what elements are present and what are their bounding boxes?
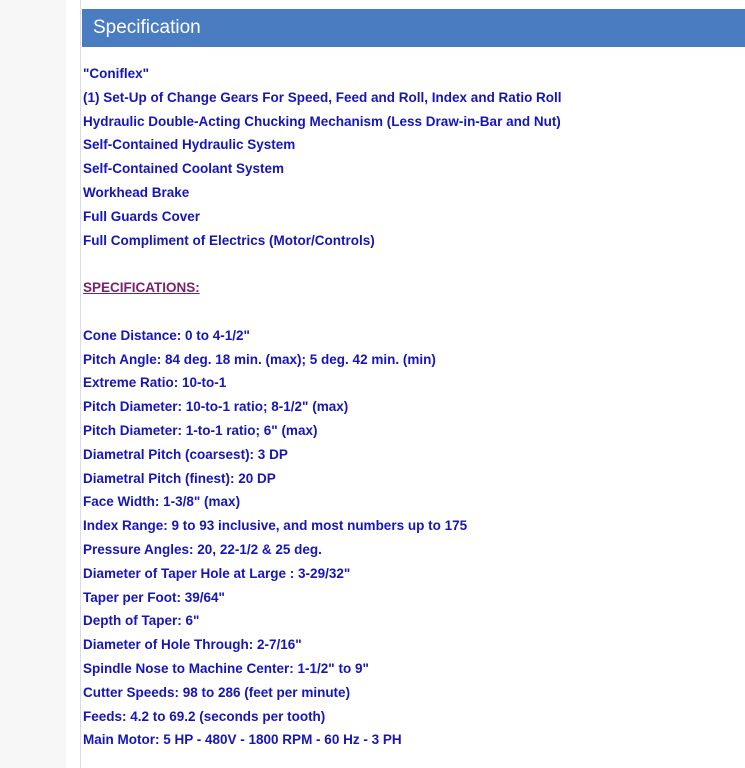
- spec-item: Pressure Angles: 20, 22-1/2 & 25 deg.: [83, 541, 322, 557]
- spec-item: Diameter of Hole Through: 2-7/16": [83, 637, 302, 653]
- spec-item: Feeds: 4.2 to 69.2 (seconds per tooth): [83, 708, 326, 724]
- spec-item: Spindle Nose to Machine Center: 1-1/2" to 9": [83, 660, 369, 676]
- feature-item: Hydraulic Double-Acting Chucking Mechanism (Less Draw-in-Bar and Nut): [83, 113, 561, 129]
- feature-item: Full Compliment of Electrics (Motor/Controls): [83, 232, 375, 248]
- left-gutter: [0, 0, 66, 768]
- spec-item: Face Width: 1-3/8" (max): [83, 494, 241, 510]
- spec-item: Taper per Foot: 39/64": [83, 589, 225, 605]
- feature-item: Workhead Brake: [83, 184, 190, 200]
- spec-item: Extreme Ratio: 10-to-1: [83, 375, 227, 391]
- spacer: [83, 252, 743, 276]
- specifications-heading: SPECIFICATIONS:: [83, 280, 200, 296]
- spacer: [83, 300, 743, 324]
- spec-item: Diametral Pitch (coarsest): 3 DP: [83, 446, 288, 462]
- spec-item: Pitch Diameter: 1-to-1 ratio; 6" (max): [83, 422, 318, 438]
- spec-item: Main Motor: 5 HP - 480V - 1800 RPM - 60 Hz - 3 PH: [83, 732, 402, 748]
- feature-item: Self-Contained Coolant System: [83, 161, 285, 177]
- spec-item: Cone Distance: 0 to 4-1/2": [83, 327, 250, 343]
- specification-panel: [80, 0, 745, 768]
- panel-title: Specification: [93, 17, 201, 38]
- feature-item: (1) Set-Up of Change Gears For Speed, Feed and Roll, Index and Ratio Roll: [83, 89, 562, 105]
- spec-item: Diameter of Taper Hole at Large : 3-29/32": [83, 565, 351, 581]
- spec-item: Diametral Pitch (finest): 20 DP: [83, 470, 276, 486]
- feature-item: Self-Contained Hydraulic System: [83, 137, 296, 153]
- feature-item: "Coniflex": [83, 66, 150, 81]
- feature-item: Full Guards Cover: [83, 208, 201, 224]
- specification-content: [83, 62, 743, 752]
- panel-header: [82, 9, 745, 47]
- spec-item: Cutter Speeds: 98 to 286 (feet per minute): [83, 684, 351, 700]
- spec-item: Pitch Angle: 84 deg. 18 min. (max); 5 deg. 42 min. (min): [83, 351, 436, 367]
- spec-item: Pitch Diameter: 10-to-1 ratio; 8-1/2" (max): [83, 399, 349, 415]
- spec-item: Index Range: 9 to 93 inclusive, and most numbers up to 175: [83, 518, 468, 534]
- spec-item: Depth of Taper: 6": [83, 613, 200, 629]
